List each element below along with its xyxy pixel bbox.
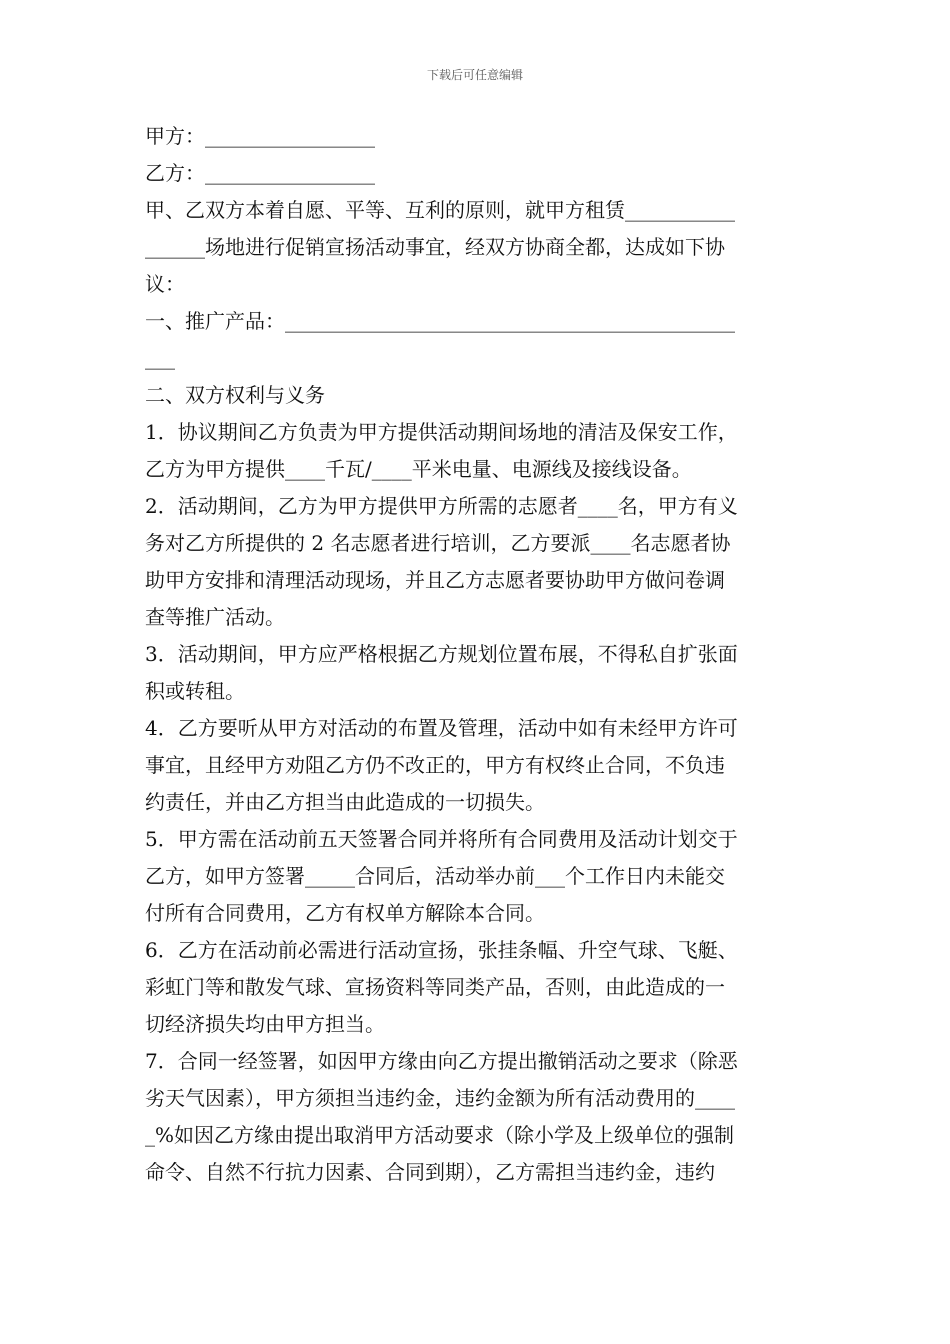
text-line: _%如因乙方缘由提出取消甲方活动要求（除小学及上级单位的强制 [145, 1123, 735, 1147]
document-body [145, 118, 810, 1191]
text-line: 7．合同一经签署，如因甲方缘由向乙方提出撤销活动之要求（除恶 [145, 1049, 738, 1073]
text-line: 务对乙方所提供的 2 名志愿者进行培训，乙方要派____名志愿者协 [145, 531, 731, 555]
text-line: 议： [145, 272, 185, 296]
text-line: 命令、自然不行抗力因素、合同到期），乙方需担当违约金，违约 [145, 1160, 715, 1184]
text-line: ___ [145, 346, 175, 370]
text-line: 劣天气因素），甲方须担当违约金，违约金额为所有活动费用的____ [145, 1086, 735, 1110]
text-line: 付所有合同费用，乙方有权单方解除本合同。 [145, 901, 545, 925]
text-line: 事宜，且经甲方劝阻乙方仍不改正的，甲方有权终止合同，不负违 [145, 753, 725, 777]
text-line: 1．协议期间乙方负责为甲方提供活动期间场地的清洁及保安工作， [145, 420, 738, 444]
text-line: 约责任，并由乙方担当由此造成的一切损失。 [145, 790, 545, 814]
text-line: 乙方，如甲方签署_____合同后，活动举办前___个工作日内未能交 [145, 864, 725, 888]
text-line: 查等推广活动。 [145, 605, 285, 629]
text-line: 3．活动期间，甲方应严格根据乙方规划位置布展，不得私自扩张面 [145, 642, 738, 666]
text-line: 6．乙方在活动前必需进行活动宣扬，张挂条幅、升空气球、飞艇、 [145, 938, 738, 962]
text-line: 积或转租。 [145, 679, 245, 703]
text-line: 二、双方权利与义务 [145, 383, 325, 407]
text-line: 甲方：_________________ [145, 124, 375, 148]
text-line: 一、推广产品：_____________________________________________ [145, 309, 735, 333]
text-line: 4．乙方要听从甲方对活动的布置及管理，活动中如有未经甲方许可 [145, 716, 738, 740]
text-line: 乙方：_________________ [145, 161, 375, 185]
text-line: ______场地进行促销宣扬活动事宜，经双方协商全都，达成如下协 [145, 235, 725, 259]
text-line: 切经济损失均由甲方担当。 [145, 1012, 385, 1036]
text-line: 彩虹门等和散发气球、宣扬资料等同类产品，否则，由此造成的一 [145, 975, 725, 999]
text-line: 5．甲方需在活动前五天签署合同并将所有合同费用及活动计划交于 [145, 827, 738, 851]
text-line: 助甲方安排和清理活动现场，并且乙方志愿者要协助甲方做问卷调 [145, 568, 725, 592]
text-line: 甲、乙双方本着自愿、平等、互利的原则，就甲方租赁___________ [145, 198, 735, 222]
text-line: 乙方为甲方提供____千瓦/____平米电量、电源线及接线设备。 [145, 457, 692, 481]
page-header: 下载后可任意编辑 [426, 68, 523, 82]
text-line: 2．活动期间，乙方为甲方提供甲方所需的志愿者____名，甲方有义 [145, 494, 738, 518]
